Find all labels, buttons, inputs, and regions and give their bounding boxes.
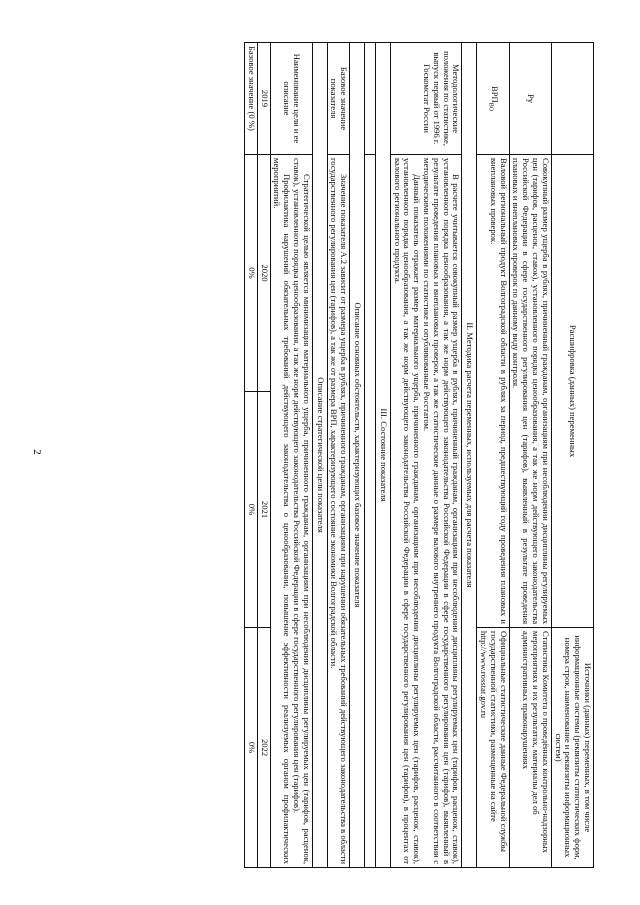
goal-text <box>270 155 312 868</box>
variable-label: Ру <box>509 43 551 155</box>
empty-row <box>365 43 376 868</box>
values-row-label: Базовое значение (0 %) <box>245 43 258 155</box>
year-cell: 2022 <box>257 628 270 868</box>
variable-row-ru <box>509 43 551 868</box>
variable-label-sub: ВО <box>487 102 494 112</box>
indicator-passport-table <box>244 42 594 868</box>
subsection-title: Описание стратегической цели показателя <box>312 43 327 868</box>
variable-source: Официальные статистические данные Федеральной службы государственной статистики, размещенные на сайте http://www.rosstat.gov.ru <box>477 628 509 868</box>
base-value-label: Базовое значение показателя <box>327 43 350 155</box>
section-title: III. Состояние показателя <box>376 43 391 868</box>
rotated-page <box>64 42 594 867</box>
goal-row <box>270 43 312 868</box>
header-row <box>551 43 593 868</box>
base-value-text: Значение показателя А.2 зависит от размера ущерба в рублях, причиненного гражданам, организациям при нарушении обязательных требований действующего законодательства в области государственного регулирования цен (тарифов), а так же от размера ВРП, характеризующего состояние экономики Волгоградской области. <box>327 155 350 868</box>
goal-label: Наименование цели и ее описание <box>270 43 312 155</box>
goal-paragraph: Профилактика нарушений обязательных требований действующего законодательства о ценообразовании, повышение эффективности реализуемых органом профилактических мероприятий. <box>272 158 293 865</box>
variable-row-vrp <box>477 43 509 868</box>
section-3-title-row <box>376 43 391 868</box>
methodology-paragraph: Данный показатель отражает размер материального ущерба, причиненного гражданам, организациям при несоблюдении дисциплины регулируемых цен (тарифов, расценок, ставок), установленного порядка ценообразования, а так же норм действующего законодательства Российской Федерации в сфере государственного регулирования цен (тарифов), в процентах от валового регионального продукта. <box>392 158 423 865</box>
subsection-title: Описание основных обстоятельств, характеризующих базовое значение показателя <box>350 43 365 868</box>
section-2-title-row <box>462 43 477 868</box>
values-row <box>245 43 258 868</box>
years-row <box>257 43 270 868</box>
description-title-row <box>350 43 365 868</box>
methodology-paragraph: В расчете учитывается совокупный размер ущерба в рублях, причиненный гражданам, организациям при несоблюдении дисциплины регулируемых цен (тарифов, расценок, ставок), установленного порядка ценообразования, а так же норм действующего законодательства Российской Федерации в сфере государственного регулирования цен (тарифов), выявленный в результате проведения плановых и внеплановых проверок, а так же статистические данные о размере валового внутреннего продукта Волгоградской области, рассчитанного в соответствии с методическими положениями по статистике и опубликованные Росстатом. <box>422 158 462 865</box>
methodology-label: Методологические положения по статистике, выпуск первый от 1996 г. Госкомстат России <box>390 43 462 155</box>
base-value-row <box>327 43 350 868</box>
variable-label <box>477 43 509 155</box>
variable-source: Статистика Комитета о проведённых контрольно-надзорных мероприятиях и их результатах, материалы дел об административных правонарушениях <box>509 628 551 868</box>
header-decoding: Расшифровка (данных) переменных <box>551 155 593 628</box>
page-number: 2 <box>30 449 43 455</box>
strategic-title-row <box>312 43 327 868</box>
header-empty-cell <box>551 43 593 155</box>
year-cell: 2021 <box>257 392 270 628</box>
year-cell: 2020 <box>257 155 270 392</box>
variable-label-main: ВРП <box>490 85 501 103</box>
variable-description: Валовой региональный продукт Волгоградской области в рублях за период, предшествующий году проведения плановых и внеплановых проверок. <box>477 155 509 628</box>
goal-paragraph: Стратегической целью является минимизация материального ущерба, причиненного гражданам, организациям при несоблюдении дисциплины регулируемых цен (тарифов, расценок, ставок), установленного порядка ценообразования, а так же норм действующего законодательства Российской Федерации в сфере государственного регулирования цен (тарифов). <box>292 158 312 865</box>
methodology-text <box>390 155 462 868</box>
value-cell: 0% <box>245 392 258 628</box>
header-sources: Источники (данных) переменных, в том числе информационные системы (реквизиты статистических форм, номера строк, наименование и реквизиты информационных систем) <box>551 628 593 868</box>
methodology-row <box>390 43 462 868</box>
year-cell: 2019 <box>257 43 270 155</box>
variable-description: Совокупный размер ущерба в рублях, причиненный гражданам, организациям при несоблюдении дисциплины регулируемых цен (тарифов, расценок, ставок), установленного порядка ценообразования, а так же норм действующего законодательства Российской Федерации в сфере государственного регулирования цен (тарифов), выявленный в результате проведения плановых и внеплановых проверок по данному виду контроля. <box>509 155 551 628</box>
section-title: II. Методика расчета переменных, используемых для расчета показателя <box>462 43 477 868</box>
value-cell: 0% <box>245 628 258 868</box>
value-cell: 0% <box>245 155 258 392</box>
